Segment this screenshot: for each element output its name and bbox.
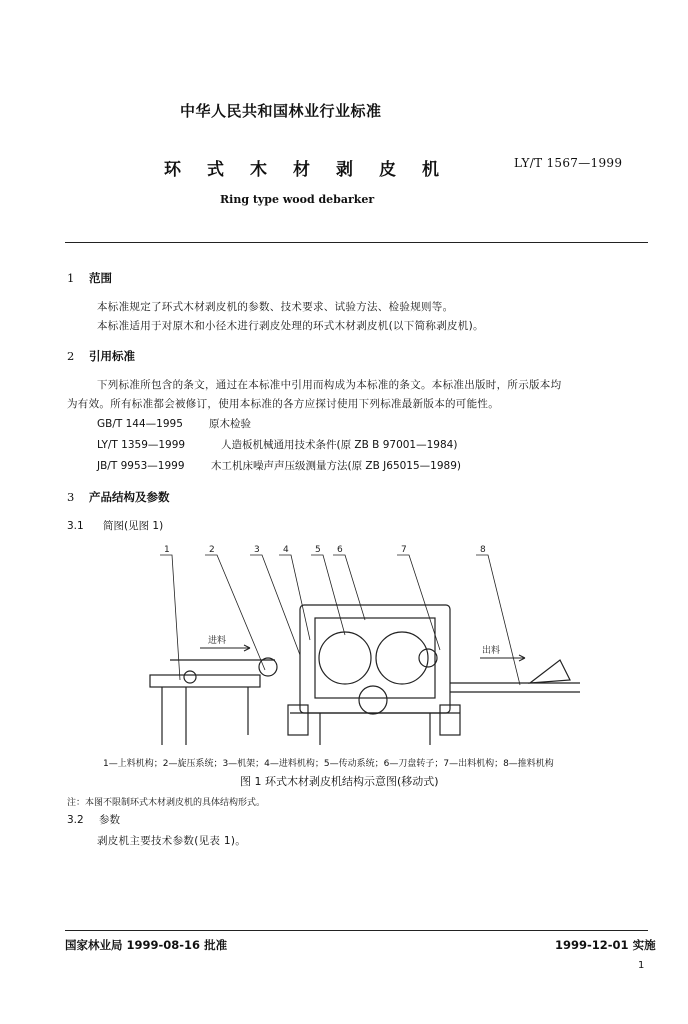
- infeed-label: 进料: [208, 636, 227, 646]
- callout-2: 2: [209, 545, 215, 555]
- figure-caption: 图 1 环式木材剥皮机结构示意图(移动式): [240, 775, 439, 788]
- infeed-table: [150, 658, 277, 745]
- reference-item: [97, 437, 457, 452]
- figure-legend: 1—上料机构；2—旋压系统；3—机架；4—进料机构；5—传动系统；6—刀盘转子；7—出料机构；8—推料机构: [103, 759, 554, 769]
- section-1-number: 1: [67, 271, 75, 285]
- section-1-heading: [67, 270, 112, 286]
- reference-title: 木工机床噪声声压级测量方法(原 ZB J65015—1989): [211, 460, 461, 472]
- callout-numbers: [164, 545, 486, 555]
- section-1-title: 范围: [89, 271, 112, 285]
- reference-title: 原木检验: [209, 418, 251, 430]
- outfeed-label: 出料: [482, 646, 501, 656]
- page-number: 1: [638, 960, 645, 971]
- section-2-title: 引用标准: [89, 349, 135, 363]
- reference-title: 人造板机械通用技术条件(原 ZB B 97001—1984): [221, 439, 458, 451]
- figure-note: 注：本图不限制环式木材剥皮机的具体结构形式。: [67, 798, 266, 808]
- subsection-3-1-number: 3.1: [67, 520, 84, 532]
- flow-arrows: [200, 645, 525, 661]
- footer-rule: [65, 930, 648, 931]
- standard-code: LY/T 1567—1999: [514, 156, 623, 170]
- callout-8: 8: [480, 545, 486, 555]
- subsection-3-2-text: 剥皮机主要技术参数(见表 1)。: [97, 835, 247, 847]
- header-rule: [65, 242, 648, 243]
- callout-3: 3: [254, 545, 260, 555]
- reference-code: LY/T 1359—1999: [97, 439, 186, 451]
- subsection-3-2-heading: [67, 812, 120, 827]
- section-1-para-1: 本标准规定了环式木材剥皮机的参数、技术要求、试验方法、检验规则等。: [97, 301, 454, 313]
- callout-5: 5: [315, 545, 321, 555]
- callout-1: 1: [164, 545, 170, 555]
- approval-date: 国家林业局 1999-08-16 批准: [65, 938, 228, 952]
- section-1-para-2: 本标准适用于对原木和小径木进行剥皮处理的环式木材剥皮机(以下简称剥皮机)。: [97, 320, 484, 332]
- document-title-en: Ring type wood debarker: [220, 193, 375, 206]
- section-3-number: 3: [67, 490, 75, 504]
- subsection-3-2-number: 3.2: [67, 814, 84, 826]
- callout-6: 6: [337, 545, 343, 555]
- ministry-heading: 中华人民共和国林业行业标准: [180, 102, 382, 120]
- reference-code: GB/T 144—1995: [97, 418, 183, 430]
- reference-code: JB/T 9953—1999: [97, 460, 185, 472]
- section-2-para-line-1: 下列标准所包含的条文，通过在本标准中引用而构成为本标准的条文。本标准出版时，所示版本均: [97, 379, 562, 391]
- document-title-cn: 环式木材剥皮机: [164, 160, 465, 180]
- section-2-number: 2: [67, 349, 75, 363]
- machine-frame: [288, 605, 460, 745]
- effective-date: 1999-12-01 实施: [555, 938, 656, 952]
- leader-lines: [160, 555, 520, 685]
- section-2-heading: [67, 348, 135, 364]
- subsection-3-2-title: 参数: [99, 814, 120, 826]
- section-2-para-line-2: 为有效。所有标准都会被修订，使用本标准的各方应探讨使用下列标准最新版本的可能性。: [67, 398, 499, 410]
- callout-4: 4: [283, 545, 289, 555]
- subsection-3-1-heading: [67, 518, 163, 533]
- section-3-heading: [67, 489, 170, 505]
- debarker-figure: [140, 540, 590, 755]
- callout-7: 7: [401, 545, 407, 555]
- reference-item: [97, 416, 251, 431]
- section-3-title: 产品结构及参数: [89, 490, 170, 504]
- subsection-3-1-title: 简图(见图 1): [103, 520, 164, 532]
- reference-item: [97, 458, 461, 473]
